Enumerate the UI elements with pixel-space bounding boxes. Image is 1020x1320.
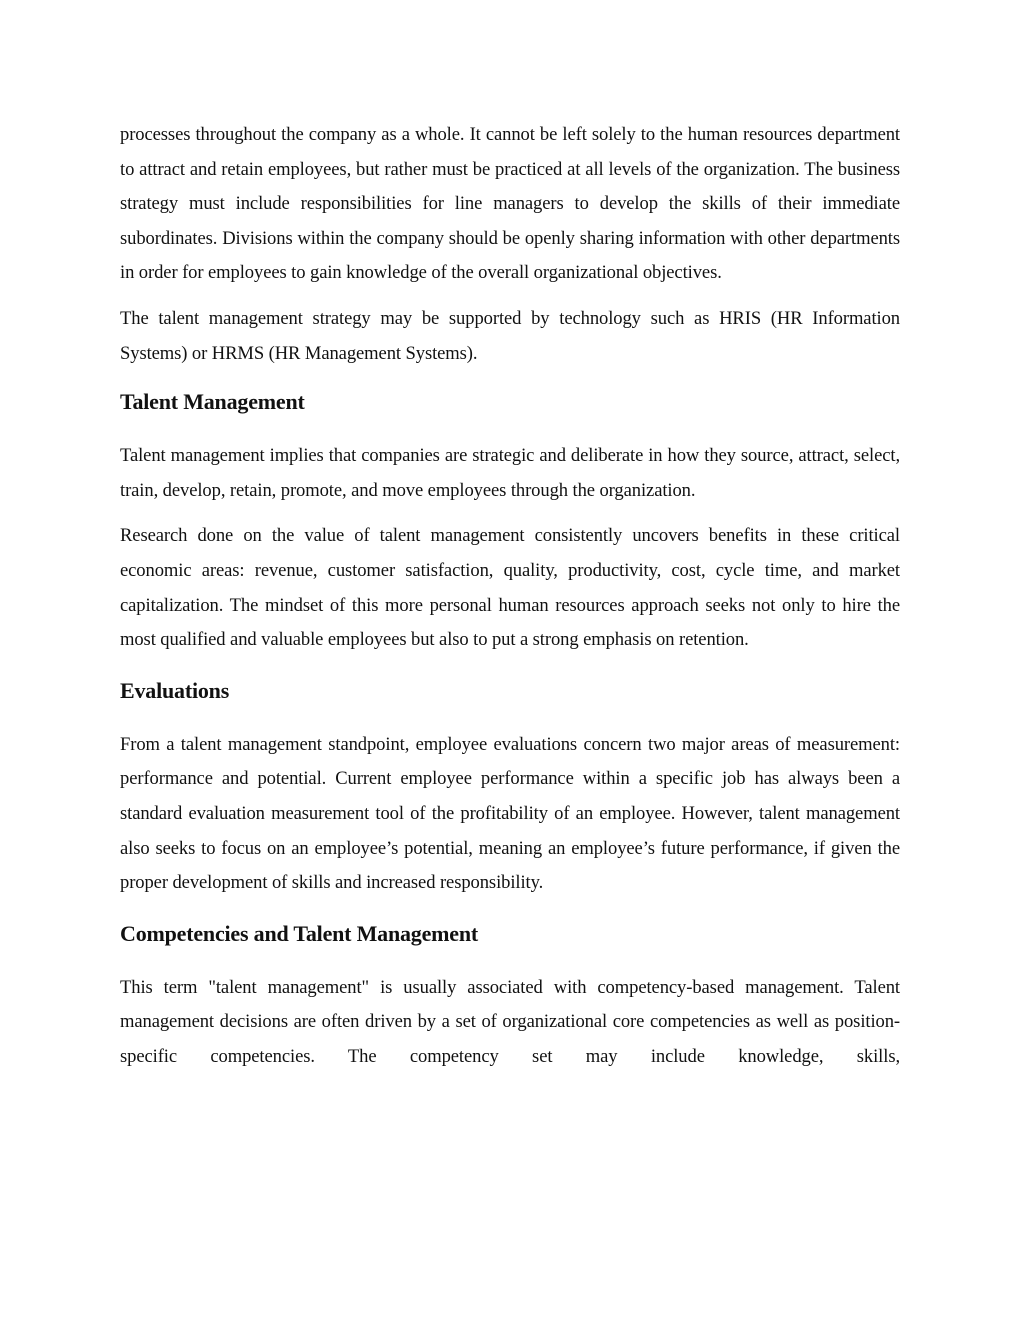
document-page: [120, 118, 900, 1074]
section-heading-competencies: Competencies and Talent Management: [120, 920, 479, 946]
talent-management-paragraph-2: Research done on the value of talent management consistently uncovers benefits in these critical economic areas: revenue, customer satisfaction, quality, productivity, cost, cycle time, and market capitalization. The mindset of this more personal human resources approach seeks not only to hire the most qualified and valuable employees but also to put a strong emphasis on retention.: [120, 525, 900, 651]
competencies-paragraph-1: This term "talent management" is usually associated with competency-based management. Talent management decisions are often driven by a set of organizational core competencies as well as position-specific competencies. The competency set may include knowledge, skills,: [120, 976, 900, 1067]
section-heading-talent-management: Talent Management: [120, 389, 305, 415]
section-heading-evaluations: Evaluations: [120, 677, 230, 703]
evaluations-paragraph-1: From a talent management standpoint, employee evaluations concern two major areas of measurement: performance and potential. Current employee performance within a specific job has always been a standard evaluation measurement tool of the profitability of an employee. However, talent management also seeks to focus on an employee’s potential, meaning an employee’s future performance, if given the proper development of skills and increased responsibility.: [120, 733, 900, 894]
intro-paragraph-2: The talent management strategy may be supported by technology such as HRIS (HR Information Systems) or HRMS (HR Management Systems).: [120, 307, 900, 364]
intro-paragraph-1: processes throughout the company as a whole. It cannot be left solely to the human resources department to attract and retain employees, but rather must be practiced at all levels of the organization. The business strategy must include responsibilities for line managers to develop the skills of their immediate subordinates. Divisions within the company should be openly sharing information with other departments in order for employees to gain knowledge of the overall organizational objectives.: [120, 124, 900, 284]
talent-management-paragraph-1: Talent management implies that companies are strategic and deliberate in how they source, attract, select, train, develop, retain, promote, and move employees through the organization.: [120, 445, 900, 501]
